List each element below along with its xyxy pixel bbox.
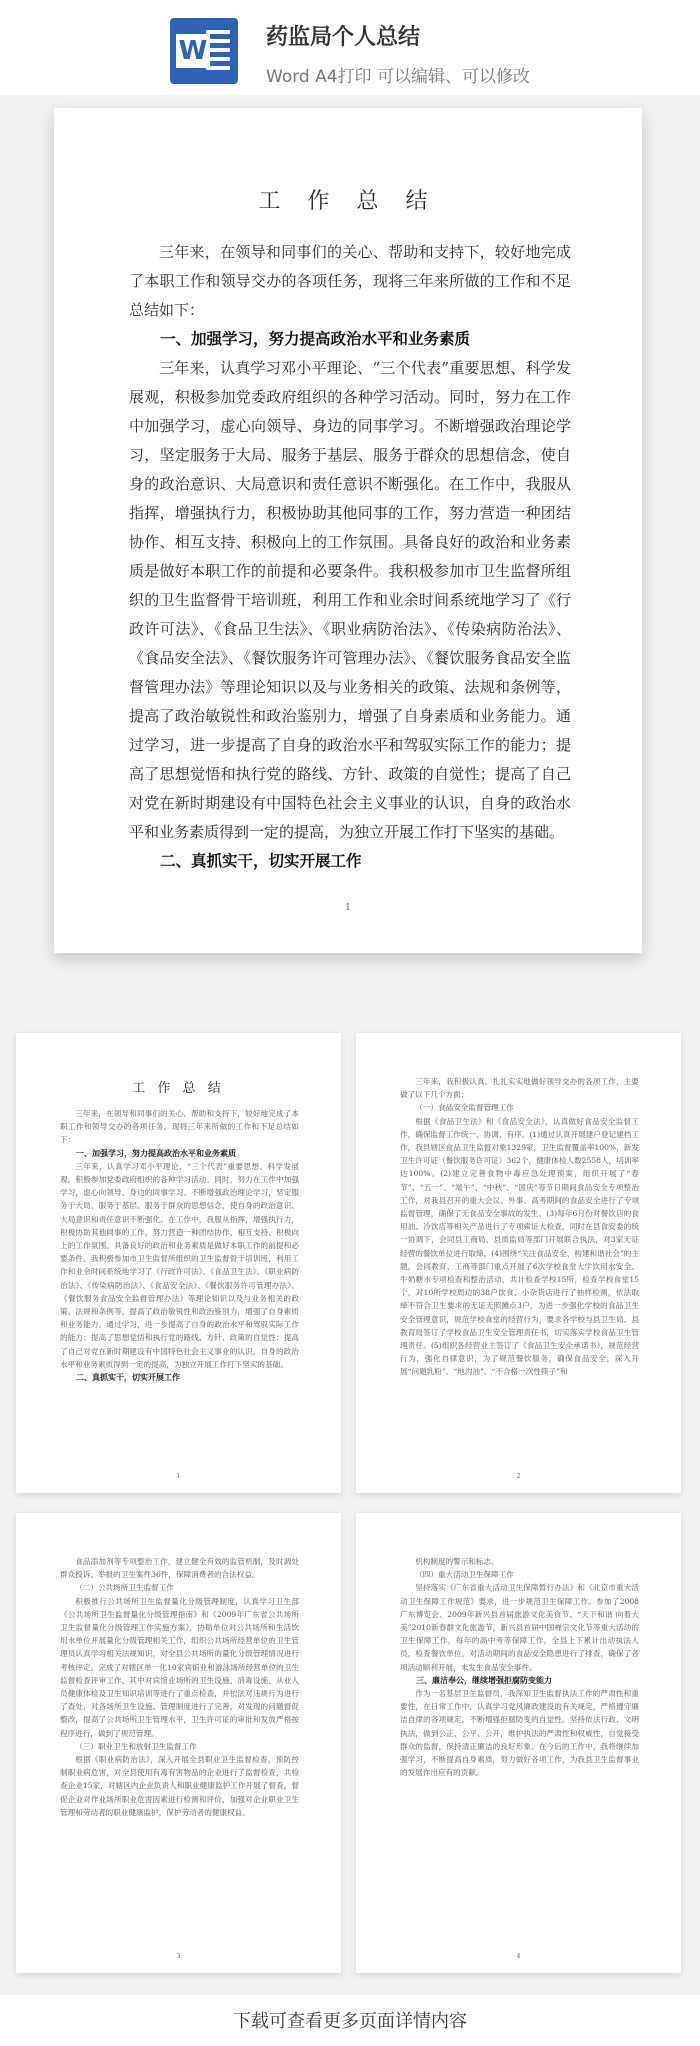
thumb-body [60,1107,299,1384]
thumb-heading: 三、廉洁奉公，继续增强拒腐防变能力 [416,1675,552,1685]
thumb-paragraph: 食品添加剂等专项整治工作，建立健全有效的监管机制，及时调处群众投诉、举报的卫生案件36件，保障消费者的合法权益。 [60,1557,299,1580]
thumb-page-number: 2 [516,1473,521,1480]
thumbnail-page-3[interactable] [16,1513,341,1973]
download-more-link[interactable]: 下载可查看更多页面详情内容 [233,2011,467,2032]
thumb-body [60,1555,299,1819]
thumb-title: 工 作 总 结 [132,1081,225,1096]
word-document-icon [170,18,238,84]
thumb-paragraph: 作为一名基层卫生监督员，我深知卫生监督执法工作的严肃性和重要性，在日常工作中，认真学习党风廉政建设的有关规定，严格遵守廉洁自律的各项规定，不断增强拒腐防变的自觉性。坚持依法行政、文明执法，做到公正、公平、公开，维护执法的严肃性和权威性，自觉接受群众的监督，保持清正廉洁的良好形象。在今后的工作中，我将继续加强学习，不断提高自身素质，努力做好各项工作，为我县卫生监督事业的发展作出应有的贡献。 [400,1689,639,1778]
section-heading-1: 一、加强学习，努力提高政治水平和业务素质 [160,330,471,348]
thumb-page-number: 4 [516,1953,521,1960]
thumbnail-page-4[interactable] [356,1513,681,1973]
thumbnail-page-2[interactable] [356,1033,681,1493]
thumb-paragraph: 根据《食品卫生法》和《食品安全法》，认真做好食品安全监督工作，确保监督工作统一、协调、有序。(1)通过认真开展建户登记建档工作，我县辖区食品卫生监督对象1329家，卫生监督覆盖率100%，新发卫生许可证（餐饮服务许可证）362个，健康体检人数2558人，培训率达100%。(2)建立完善食物中毒应急处理预案，组织开展了“春节”、“五一”、“端午”、“中秋”、“国庆”等节日期间食品安全专项整治工作，对我县召开的重大会议、外事、高考期间的食品安全进行了专项监督管理，确保了无食品安全事故的发生。(3)每年6月份对餐饮店的食用油、冷饮店等相关产品进行了专项索证大检查，同时在县食安委的统一协调下，会同县工商局、县质监局等部门开展联合执法，对3家无证经营的餐饮单位进行取缔，(4)围绕“关注食品安全、构建和谐社会”的主题，会同教育、工商等部门重点开展了6次学校食堂大学饮用水安全、牛奶糖水专项检查和整治活动，共计检查学校15所，检查学校食堂15个，对10所学校周边的38户饮食、小杂货店进行了抽样检测，依法取缔不符合卫生要求的无证无照摊点3户，为进一步强化学校的食品卫生安全管理意识，规范学校食堂的经营行为，要求各学校与县卫生局、县教育局签订了学校食品卫生安全管理责任书，切实落实学校食品卫生管理责任。(5)组织各经营业主签订了《食品卫生安全承诺书》，规范经营行为，强化自律意识，为了规范餐饮服务，确保食品安全，深入开展“问题乳粉”、“地沟油”、“不合格一次性筷子”和 [400,1116,639,1377]
thumb-heading: 二、真抓实干，切实开展工作 [76,1373,180,1383]
intro-paragraph: 三年来，在领导和同事们的关心、帮助和支持下，较好地完成了本职工作和领导交办的各项任务，现将三年来所做的工作和不足总结如下： [129,243,571,319]
preview-page-1 [54,108,642,953]
document-title: 药监局个人总结 [266,25,421,50]
thumb-subheading: （一）食品安全监督管理工作 [415,1103,514,1113]
thumb-paragraph: 坚持落实《广东省重大活动卫生保障暂行办法》和《北京市重大活动卫生保障工作规范》要求，进一步规范卫生保障工作。参加了2008广东博览会、2009年新兴县首届旅游文化美食节、“天下和谐 向着大美”2010新春群文化旅游节，新兴县首届中国禅宗文化节等重大活动的卫生保障工作，每年的高中考等保障工作，全县上下累计出动执法人员，检查餐饮单位，对活动期间的食品安全隐患进行了排查，确保了各项活动顺利开展，未发生食品安全事件。 [400,1583,639,1672]
download-more-banner[interactable] [0,1995,700,2046]
thumb-paragraph: 机构制度的警示和标志。 [415,1557,499,1566]
thumb-paragraph: 三年来，认真学习邓小平理论、“三个代表”重要思想、科学发展观，积极参加党委政府组织的各种学习活动。同时，努力在工作中加强学习，虚心向领导、身边的同事学习。不断增强政治理论学习，坚定服务于大局、服务于基层、服务于群众的思想信念，使自身的政治意识、大局意识和责任意识不断强化。在工作中，我服从指挥，增强执行力，积极协助其他同事的工作，努力营造一种团结协作、相互支持、积极向上的工作氛围。具备良好的政治和业务素质是做好本职工作的前提和必要条件。我积极参加市卫生监督所组织的卫生监督骨干培训班，利用工作和业余时间系统地学习了《行政许可法》、《食品卫生法》、《职业病防治法》、《传染病防治法》、《食品安全法》、《餐饮服务许可管理办法》、《餐饮服务食品安全监督管理办法》等理论知识以及与业务相关的政策、法规和条例等，提高了政治敏锐性和政治鉴别力，增强了自身素质和业务能力。通过学习，进一步提高了自身的政治水平和驾驭实际工作的能力；提高了思想觉悟和执行党的路线、方针、政策的自觉性；提高了自己对党在新时期建设有中国特色社会主义事业的认识，自身的政治水平和业务素质得到一定的提高，为独立开展工作打下坚实的基础。 [60,1161,299,1369]
thumb-subheading: （二）公共场所卫生监督工作 [75,1583,174,1593]
thumb-paragraph: 三年来，在领导和同事们的关心、帮助和支持下，较好地完成了本职工作和领导交办的各项任务，现将三年来所做的工作和不足总结如下： [60,1109,299,1145]
word-letter: W [176,34,210,68]
document-subtitle: Word A4打印 可以编辑、可以修改 [266,67,530,87]
header-bar [0,0,700,95]
thumb-page-number: 1 [176,1473,181,1480]
thumb-heading: 一、加强学习，努力提高政治水平和业务素质 [76,1148,236,1158]
section-heading-2: 二、真抓实干，切实开展工作 [160,852,362,870]
page-number: 1 [345,903,351,913]
thumb-paragraph: 三年来，我积极认真、扎扎实实地做好领导交办的各项工作，主要做了以下几个方面： [400,1077,639,1100]
thumb-subheading: （四）重大活动卫生保障工作 [415,1570,514,1580]
body-paragraph: 三年来，认真学习邓小平理论、“三个代表”重要思想、科学发展观，积极参加党委政府组织的各种学习活动。同时，努力在工作中加强学习，虚心向领导、身边的同事学习。不断增强政治理论学习，坚定服务于大局、服务于基层、服务于群众的思想信念，使自身的政治意识、大局意识和责任意识不断强化。在工作中，我服从指挥，增强执行力，积极协助其他同事的工作，努力营造一种团结协作、相互支持、积极向上的工作氛围。具备良好的政治和业务素质是做好本职工作的前提和必要条件。我积极参加市卫生监督所组织的卫生监督骨干培训班，利用工作和业余时间系统地学习了《行政许可法》、《食品卫生法》、《职业病防治法》、《传染病防治法》、《食品安全法》、《餐饮服务许可管理办法》、《餐饮服务食品安全监督管理办法》等理论知识以及与业务相关的政策、法规和条例等，提高了政治敏锐性和政治鉴别力，增强了自身素质和业务能力。通过学习，进一步提高了自身的政治水平和驾驭实际工作的能力；提高了思想觉悟和执行党的路线、方针、政策的自觉性；提高了自己对党在新时期建设有中国特色社会主义事业的认识，自身的政治水平和业务素质得到一定的提高，为独立开展工作打下坚实的基础。 [129,359,571,841]
page-body [129,238,571,876]
thumbnail-page-1[interactable] [16,1033,341,1493]
thumb-body [400,1075,639,1379]
thumb-paragraph: 根据《职业病防治法》，深入开展全县职业卫生监督检查，预防控制职业病危害，对全县使用有毒有害物品的企业进行了监督检查，共检查企业15家，对辖区内企业负责人和职业健康监护工作开展了督查，督促企业对作业场所职业危害因素进行检测和评价，加强对企业职业卫生管理和劳动者的职业健康监护，保护劳动者的健康权益。 [60,1755,299,1817]
thumb-page-number: 3 [176,1953,181,1960]
page-title: 工 作 总 结 [258,189,438,214]
thumb-body [400,1555,639,1779]
thumb-paragraph: 积极推行公共场所卫生监督量化分级管理制度，认真学习卫生部《公共场所卫生监督量化分级管理指南》和《2009年广东省公共场所卫生监督量化分级管理工作实施方案》，协助单位对公共场所和生活饮用水单位开展量化分级管理相关工作，组织公共场所经营单位的卫生管理员认真学习相关法规知识，对全县公共场所的量化分级管理情况进行考核评定。完成了对辖区单一化10家宾馆业和游泳场所经营单位的卫生监督检查评审工作，其中对宾馆业场所的卫生设施、消毒设施、从业人员健康体检及卫生知识培训等进行了重点检查，并依法对违规行为进行了查处，对各场所卫生设施、管理制度进行了完善，对发现的问题督促整改，提高了公共场所卫生管理水平，卫生许可证的审批和发放严格按程序进行，做到了规范管理。 [60,1596,299,1738]
thumb-subheading: （三）职业卫生和放射卫生监督工作 [75,1741,197,1751]
